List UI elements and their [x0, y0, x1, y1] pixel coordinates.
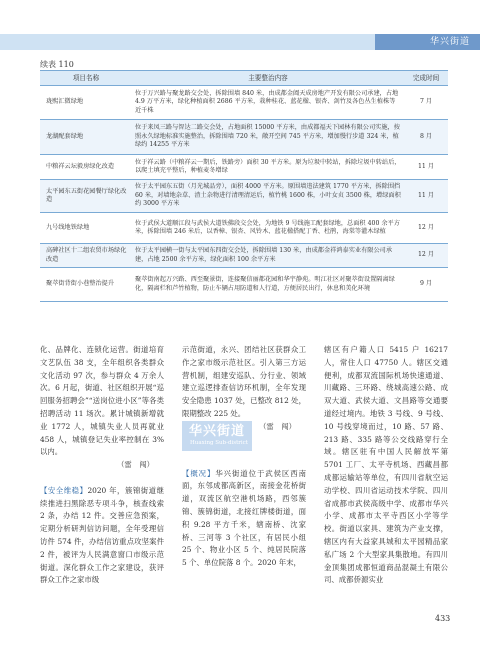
row-name: 龙湖配套绿地: [40, 120, 132, 155]
spacer: [40, 472, 164, 485]
page-number: 433: [435, 614, 451, 623]
text-column-1: [40, 344, 164, 587]
row-name: 中粮祥云坛毅房绿化改造: [40, 155, 132, 180]
row-content: 位于太平园横一街与太平园东四街交会处，拆除围墙 130 米，由成都金祥鸿泰实业有限公司承建，占地 2500 余平方米，绿化面积 100 余平方米: [132, 244, 404, 268]
badge-title-en: Huaxing Sub-district: [190, 440, 248, 446]
table-row: [40, 213, 448, 244]
header-project-name: 项目名称: [40, 71, 132, 86]
header-bar: [375, 34, 480, 50]
row-content: 位于万兴路与聚龙路交会处，拆除围墙 840 米，由成都金阖天成房地产开发有限公司承建，占地 4.9 万平方米，绿化种植面积 2686 平方米，栽种桂花、蓝花楹、银杏、剑竹及各色丛生植株等近千株: [132, 86, 404, 120]
row-name: 聚萃街背街小巷整治提升: [40, 268, 132, 302]
table-row: [40, 268, 448, 302]
paragraph: 示范街道，永兴、团结社区获群众工作之家市级示范社区。引入第三方运营机制，组建安巡队、分行业、领域建立巡逻排查信访环机制，全年发现安全隐患 1037 处，已整改 812 处，限期整改 225 处。: [182, 345, 306, 418]
section-heading-safety: 【安全维稳】: [40, 485, 88, 495]
text-column-3: [324, 344, 448, 587]
table-row: [40, 155, 448, 180]
row-name: 高碑社区十二组农贸市场绿化改造: [40, 244, 132, 268]
table-header-row: [40, 71, 448, 86]
row-content: 位于武侯大道顺江段与武侯大道铁佛段交会处，为地铁 9 号线施工配套绿地，总面积 400 余平方米，拆除围墙 246 米后，以香樟、银杏、风铃木、蓝花楹搭配丁香、杜鹃，海棠等灌木绿植: [132, 213, 404, 244]
header-band: [0, 34, 480, 50]
header-completion-time: 完成时间: [404, 71, 448, 86]
section-overview: [182, 468, 306, 570]
running-header-title: 华兴街道: [429, 37, 470, 47]
author-signature: （雷 闯）: [117, 460, 154, 470]
paragraph: 辖区有户籍人口 5415 户 16217 人，常住人口 47750 人。辖区交通便利，成都双流国际机场快速通道、川藏路、三环路、绕城高速公路、成双大道、武侯大道、文昌路等交通要道经过境内。地铁 3 号线、9 号线、10 号线穿境而过，10 路、57 路、213 路、335 路等公交线路穿行全域。辖区驻有中国人民解放军第 5701 工厂、太平寺机场、西藏昌都成都运输站等单位，有四川省航空运动学校、四川省运动技术学院、四川省成都市武侯高级中学、成都市华兴小学、成都市太平寺西区小学等学校。街道以家具、建筑为产业支撑，辖区内有大益家具城和太平园精品家私广场 2 个大型家具集散地。有四川金顶集团成都恒道商品混凝土有限公司、成都侨源实业: [324, 345, 448, 585]
row-name: 九号线地铁绿地: [40, 213, 132, 244]
section-heading-overview: 【概况】: [182, 468, 216, 478]
row-content: 位于祥云路（中粮祥云一期后，铁路旁）面积 30 平方米。原为垃圾中转站，拆除垃圾中转站后，以爬土填充平整后，种植麦冬增绿: [132, 155, 404, 180]
text-column-2: [182, 344, 306, 570]
row-content: 位于太平园东五街（月光城品旁），面积 4000 平方米。原围墙违法建筑 1770 平方米，拆除围挡 60 米，对墙地杂草、渣土杂物进行清理清运后，植竹桃 1600 株，小叶女贞 3500 株，增绿面积约 3000 平方米: [132, 180, 404, 213]
row-content: 聚萃街南起万兴路、西至聚景街，连接聚信丽都花园和华宇静苑。明江社区对聚萃街设置隔离绿化，隔离栏和芦竹植物，防止车辆占用防道和人行道，方便居民出行，休息和美化环境: [132, 268, 404, 302]
table-row: [40, 86, 448, 120]
author-signature: （雷 闯）: [259, 421, 296, 431]
section-safety: [40, 485, 164, 587]
table-row: [40, 180, 448, 213]
row-content: 位于来凤三路与智达二路交会处，占地面积 15000 平方米，由成都福天下园林有限公司实施，按照永久绿地标准实施整治，拆除围墙 720 米，敞开空间 745 平方米，增加慢行步道 324 米，植绿约 14255 平方米: [132, 120, 404, 155]
row-time: 11 月: [404, 155, 448, 180]
table-caption: 续表 110: [40, 60, 74, 69]
paragraph: 华兴街道位于武侯区西南面，东邻成都高新区，南接金花桥街道，双流区航空港机场路，西邻簇锦、簇锦街道，北接红牌楼街道，面积 9.28 平方千米，辖南桥、沈家桥、三河等 3 个社区，有居民小组 25 个、物业小区 5 个、纯居民院落 5 个、单位院落 8 个。2020 年末，: [182, 468, 306, 568]
row-time: 8 月: [404, 120, 448, 155]
section-title-badge: [182, 421, 252, 451]
row-name: 太平园东五街花园餐厅绿化改造: [40, 180, 132, 213]
header-main-content: 主要整治内容: [132, 71, 404, 86]
row-time: 12 月: [404, 244, 448, 268]
row-time: 12 月: [404, 213, 448, 244]
table-row: [40, 120, 448, 155]
row-name: 珑熙汇微绿地: [40, 86, 132, 120]
row-time: 11 月: [404, 180, 448, 213]
row-time: 7 月: [404, 86, 448, 120]
paragraph: 2020 年，簇锦街道继续推进扫黑除恶专项斗争，核查线索 2 条，办结 12 件。交善应急预案，定期分析研判信访问题，全年受理信访件 574 件，办结信访重点攻坚案件 2 件，被评为人民满意窗口市级示范街道。深化群众工作之家建设，获评群众工作之家市级: [40, 485, 164, 585]
renovation-table: [40, 70, 448, 302]
row-time: 9 月: [404, 268, 448, 302]
badge-title-zh: 华兴街道: [189, 424, 246, 439]
paragraph: 化、品牌化、连锁化运营。街道培育文艺队伍 38 支，全年组织各类群众文化活动 97 次，参与群众 4 万余人次。6 月起，街道、社区组织开展“巡回服务招聘会”“送岗位进小区”等各类招聘活动 11 场次。累计城镇新增就业 1772 人，城镇失业人员再就业 458 人，城镇登记失业率控制在 3% 以内。: [40, 345, 164, 457]
table-row: [40, 244, 448, 268]
